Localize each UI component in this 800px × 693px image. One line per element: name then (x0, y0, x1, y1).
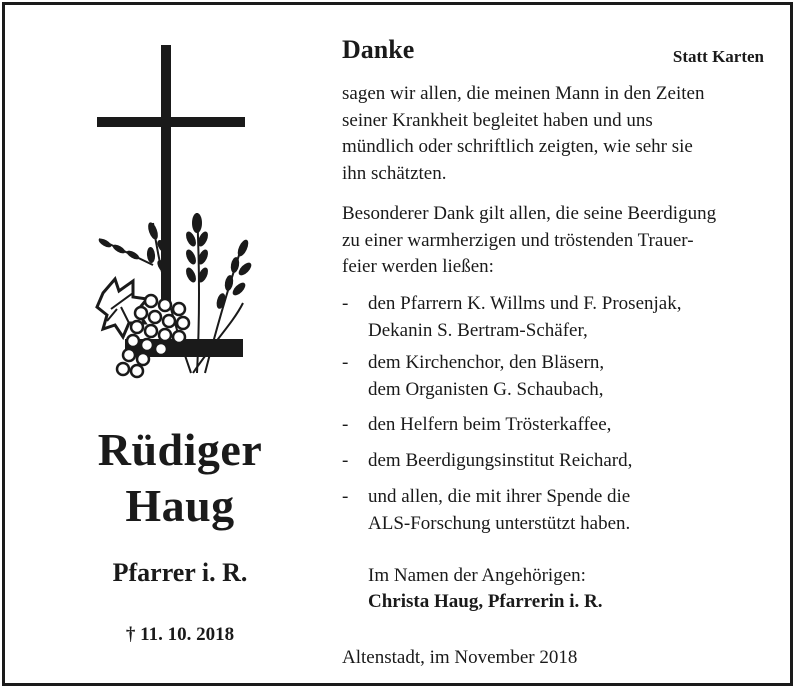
text-line: zu einer warmherzigen und tröstenden Trauer- (342, 229, 694, 251)
signature-intro: Im Namen der Angehörigen: (368, 565, 586, 586)
place-date: Altenstadt, im November 2018 (342, 647, 578, 668)
list-item (342, 350, 782, 403)
text-line: sagen wir allen, die meinen Mann in den Zeiten (342, 83, 705, 104)
heading-danke: Danke (342, 35, 415, 64)
list-item-line: dem Kirchenchor, den Bläsern, (368, 352, 605, 373)
list-item (342, 484, 782, 537)
dash-bullet: - (342, 449, 349, 471)
text-line: mündlich oder schriftlich zeigten, wie sehr sie (342, 136, 693, 157)
list-item (342, 412, 782, 439)
text-line: Besonderer Dank gilt allen, die seine Beerdigung (342, 203, 717, 224)
deceased-title: Pfarrer i. R. (112, 558, 248, 587)
list-item (342, 448, 782, 475)
list-item-line: den Helfern beim Trösterkaffee, (368, 414, 612, 435)
deceased-first-name: Rüdiger (97, 424, 263, 475)
text-line: feier werden ließen: (342, 256, 494, 277)
statt-karten-note: Statt Karten (672, 47, 764, 66)
text-line: seiner Krankheit begleitet haben und uns (342, 109, 653, 131)
list-item-line: Dekanin S. Bertram-Schäfer, (368, 319, 588, 341)
dash-bullet: - (342, 352, 349, 373)
death-date: † 11. 10. 2018 (125, 624, 235, 645)
thanks-list (342, 291, 782, 537)
list-item-line: und allen, die mit ihrer Spende die (368, 486, 631, 507)
special-thanks-paragraph (342, 201, 782, 281)
dash-bullet: - (342, 486, 349, 507)
dash-bullet: - (342, 414, 349, 435)
list-item (342, 291, 782, 344)
list-item-line: dem Organisten G. Schaubach, (368, 378, 604, 400)
cross-wheat-grapes-icon (93, 43, 263, 383)
signature-name: Christa Haug, Pfarrerin i. R. (368, 591, 603, 612)
list-item-line: dem Beerdigungsinstitut Reichard, (368, 449, 633, 471)
intro-paragraph (342, 81, 782, 187)
text-line: ihn schätzten. (342, 162, 447, 184)
obituary-card (2, 2, 793, 686)
dash-bullet: - (342, 293, 349, 314)
list-item-line: ALS-Forschung unterstützt haben. (368, 512, 631, 534)
deceased-last-name: Haug (125, 480, 235, 531)
list-item-line: den Pfarrern K. Willms und F. Prosenjak, (368, 293, 682, 314)
